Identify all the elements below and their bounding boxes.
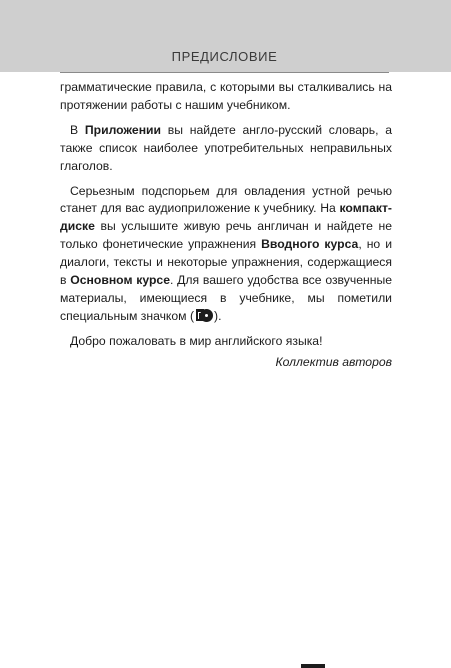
- paragraph-text: вы услышите живую речь англичан и найдете не только фонетические упражнения: [60, 219, 392, 252]
- main-course-term: Основном курсе: [70, 273, 170, 288]
- appendix-term: Приложении: [84, 122, 162, 137]
- paragraph-welcome: [60, 333, 392, 351]
- running-head: ПРЕДИСЛОВИЕ: [171, 49, 278, 64]
- signature: Коллектив авторов: [275, 354, 392, 369]
- paragraph-continuation: [60, 79, 392, 115]
- paragraph-text: В: [70, 122, 85, 137]
- header-divider: [60, 72, 389, 73]
- paragraph-text: вы найдете англо-русский словарь, а также список наиболее употребительных неправильных глаголов.: [60, 122, 392, 173]
- paragraph-text: Добро пожаловать в мир английского языка!: [70, 333, 323, 348]
- audio-cd-icon: [195, 308, 213, 323]
- paragraph-text: грамматические правила, с которыми вы сталкивались на протяжении работы с нашим учебником.: [60, 80, 392, 112]
- page-edge-tab: [301, 664, 325, 668]
- paragraph-text: . Для вашего удобства все озвученные материалы, имеющиеся в учебнике, мы пометили специальным значком (: [60, 273, 392, 323]
- intro-course-term: Вводного курса: [261, 237, 359, 252]
- paragraph-appendix: [60, 122, 392, 176]
- preface-body: [60, 79, 392, 372]
- cd-term: компакт-диске: [60, 201, 392, 234]
- paragraph-text: Серьезным подспорьем для овладения устной речью станет для вас аудиоприложение к учебнику. На: [60, 183, 392, 216]
- paragraph-audio: [60, 183, 392, 326]
- paragraph-text: , но и диалоги, тексты и некоторые упражнения, содержащиеся в: [60, 237, 392, 288]
- paragraph-text: ).: [214, 308, 222, 323]
